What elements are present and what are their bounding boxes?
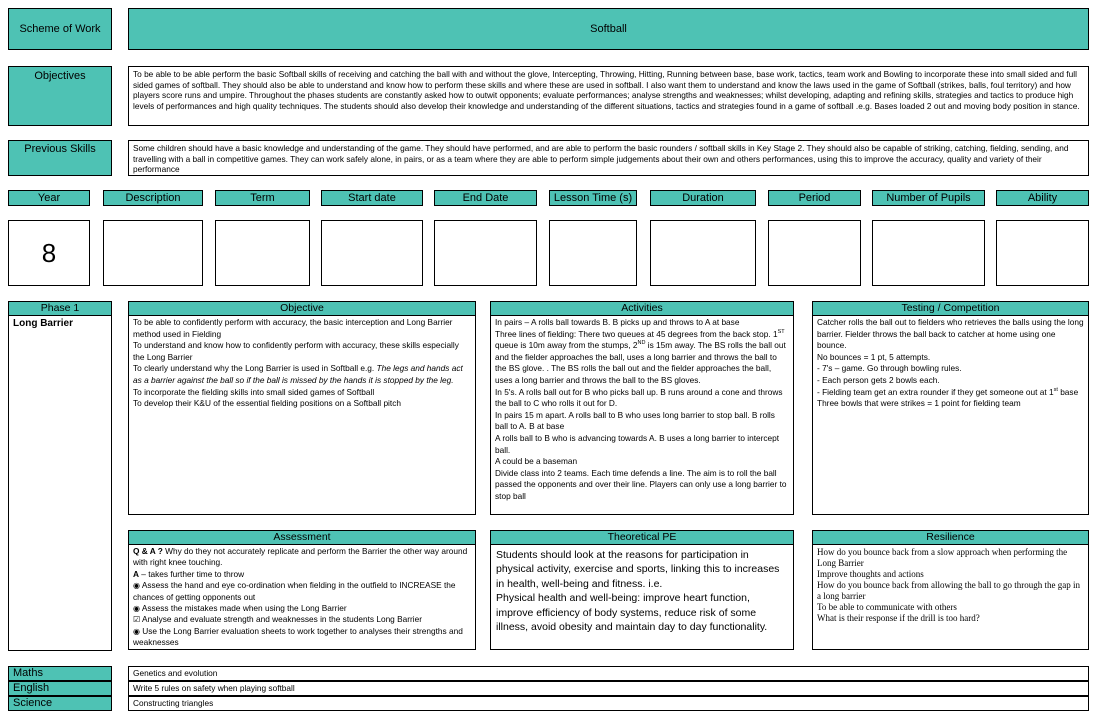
info-header-duration: Duration <box>650 190 756 206</box>
phase-title: Long Barrier <box>8 315 112 651</box>
info-header-period: Period <box>768 190 861 206</box>
resilience-header: Resilience <box>812 530 1089 545</box>
info-value-duration <box>650 220 756 286</box>
resilience-line: How do you bounce back from allowing the ball to go through the gap in a long barrier <box>817 580 1080 601</box>
info-header-number-of-pupils: Number of Pupils <box>872 190 985 206</box>
objective-line: To clearly understand why the Long Barrier is used in Softball e.g. The legs and hands act as a barrier against the ball so if the ball is missed by the hands it is stopped by the leg. <box>133 363 463 385</box>
info-header-ability: Ability <box>996 190 1089 206</box>
info-header-term: Term <box>215 190 310 206</box>
activity-line: In pairs – A rolls ball towards B. B picks up and throws to A at base <box>495 317 740 327</box>
testing-line: - Fielding team get an extra rounder if they get someone out at 1st base <box>817 386 1079 397</box>
science-text: Constructing triangles <box>128 696 1089 711</box>
theoretical-pe-header: Theoretical PE <box>490 530 794 545</box>
testing-body <box>812 315 1089 515</box>
activity-line: Three lines of fielding: There two queues at 45 degrees from the back stop. 1ST queue is 10m away from the stumps, 2ND is 15m away. The BS rolls the ball out and the fielder approaches the ball, uses a long barrier and throws the ball to the BS glove. . The BS rolls the ball out and the fielder approaches the ball, uses a long barrier and throws the ball to the BS gloves. <box>495 328 786 385</box>
maths-text: Genetics and evolution <box>128 666 1089 681</box>
info-header-description: Description <box>103 190 203 206</box>
activity-line: In 5's. A rolls ball out for B who picks ball up. B runs around a cone and throws the ball to C who rolls it out for D. <box>495 386 783 409</box>
info-value-end-date <box>434 220 537 286</box>
subject-title: Softball <box>128 8 1089 50</box>
info-value-ability <box>996 220 1089 286</box>
previous-skills-label: Previous Skills <box>8 140 112 176</box>
theoretical-paragraph: Students should look at the reasons for participation in physical activity, exercise and sports, linking this to increases in health, well-being and fitness. i.e. <box>496 549 780 590</box>
assessment-body <box>128 544 476 650</box>
info-header-start-date: Start date <box>321 190 423 206</box>
assessment-header: Assessment <box>128 530 476 545</box>
resilience-line: Improve thoughts and actions <box>817 569 924 579</box>
assessment-item: ☑ Analyse and evaluate strength and weaknesses in the students Long Barrier <box>133 614 422 625</box>
resilience-line: How do you bounce back from a slow approach when performing the Long Barrier <box>817 547 1068 568</box>
resilience-line: To be able to communicate with others <box>817 602 957 612</box>
eye-icon: ◉ <box>133 604 140 614</box>
assessment-answer: A – takes further time to throw <box>133 568 245 579</box>
objective-header: Objective <box>128 301 476 316</box>
info-value-lesson-time <box>549 220 637 286</box>
testing-line: - 7's – game. Go through bowling rules. <box>817 363 962 374</box>
previous-skills-text: Some children should have a basic knowledge and understanding of the game. They should have performed, and are able to perform the basic rounders / softball skills in Key Stage 2. They should also be capable of striking, catching, fielding, sending, and travelling with a ball in competitive games. They can work safely alone, in pairs, or as a team where they are able to perform simple judgements about their own and others performances, using this to improve the accuracy, quality and variety of their performance <box>128 140 1089 176</box>
info-value-description <box>103 220 203 286</box>
objective-line: To be able to confidently perform with accuracy, the basic interception and Long Barrier method used in Fielding <box>133 317 453 339</box>
resilience-body <box>812 544 1089 650</box>
info-value-start-date <box>321 220 423 286</box>
testing-header: Testing / Competition <box>812 301 1089 316</box>
objective-line: To understand and know how to confidently perform with accuracy, these skills especially the Long Barrier <box>133 340 459 362</box>
maths-label: Maths <box>8 666 112 681</box>
objective-line: To develop their K&U of the essential fielding positions on a Softball pitch <box>133 398 401 409</box>
objectives-text: To be able to be able perform the basic Softball skills of receiving and catching the ball with and without the glove, Intercepting, Throwing, Hitting, Running between base, base work, tactics, team work and Bowling to incorporate these into small sided and full sided games of softball. They should also be able to understand and know how to perform these skills and where these are used in softball. I also want them to understand and know the laws used in the game of Softball (strikes, balls, foul territory) and how players score runs and umpire. Throughout the phases students are constantly asked how to outwit opponents; evaluate performances; analyse strengths and weaknesses; whilst developing, adapting and refining skills, strategies and tactics to produce high levels of performances and high quality techniques. The students should also develop their knowledge and understanding of the different situations, tactics and strategies found in a game of softball .e.g. Bases loaded 2 out and moving body position in stance. <box>128 66 1089 126</box>
science-label: Science <box>8 696 112 711</box>
testing-line: Three bowls that were strikes = 1 point for fielding team <box>817 398 1021 409</box>
info-value-term <box>215 220 310 286</box>
english-text: Write 5 rules on safety when playing softball <box>128 681 1089 696</box>
testing-line: - Each person gets 2 bowls each. <box>817 374 940 385</box>
objective-line: To incorporate the fielding skills into small sided games of Softball <box>133 386 375 397</box>
theoretical-paragraph: Physical health and well-being: improve heart function, improve efficiency of body systems, reduce risk of some illness, avoid obesity and maintain day to day functionality. <box>496 592 768 634</box>
radio-dot-icon: ◉ <box>133 626 140 636</box>
info-header-lesson-time: Lesson Time (s) <box>549 190 637 206</box>
assessment-item: ◉ Assess the mistakes made when using the Long Barrier <box>133 603 347 614</box>
scheme-of-work-label: Scheme of Work <box>8 8 112 50</box>
info-value-year: 8 <box>8 220 90 286</box>
theoretical-pe-body <box>490 544 794 650</box>
activity-line: A could be a baseman <box>495 456 578 467</box>
activity-line: A rolls ball to B who is advancing towards A. B uses a long barrier to intercept ball. <box>495 432 780 455</box>
assessment-qa: Q & A ? Why do they not accurately replicate and perform the Barrier the other way around with right knee touching. <box>133 546 468 568</box>
activities-header: Activities <box>490 301 794 316</box>
resilience-line: What is their response if the drill is too hard? <box>817 613 980 623</box>
assessment-item: ◉ Use the Long Barrier evaluation sheets to work together to analyses their strengths and weaknesses <box>133 625 463 648</box>
assessment-item: ◉ Assess the hand and eye co-ordination when fielding in the outfield to INCREASE the chances of getting opponents out <box>133 580 456 602</box>
objectives-label: Objectives <box>8 66 112 126</box>
activities-body <box>490 315 794 515</box>
info-header-end-date: End Date <box>434 190 537 206</box>
info-header-year: Year <box>8 190 90 206</box>
checkbox-icon: ☑ <box>133 615 141 625</box>
testing-line: No bounces = 1 pt, 5 attempts. <box>817 351 931 362</box>
eye-icon: ◉ <box>133 581 140 591</box>
activity-line: Divide class into 2 teams. Each time defends a line. The aim is to roll the ball passed the opponents and over their line. Players can only use a long barrier to stop ball <box>495 467 787 501</box>
info-value-number-of-pupils <box>872 220 985 286</box>
activity-line: In pairs 15 m apart. A rolls ball to B who uses long barrier to stop ball. B rolls ball to A. B at base <box>495 409 775 432</box>
objective-body <box>128 315 476 515</box>
testing-line: Catcher rolls the ball out to fielders who retrieves the balls using the long barrier. Fielder throws the ball back to catcher at home using one bounce. <box>817 317 1084 351</box>
phase-label: Phase 1 <box>8 301 112 316</box>
info-value-period <box>768 220 861 286</box>
english-label: English <box>8 681 112 696</box>
